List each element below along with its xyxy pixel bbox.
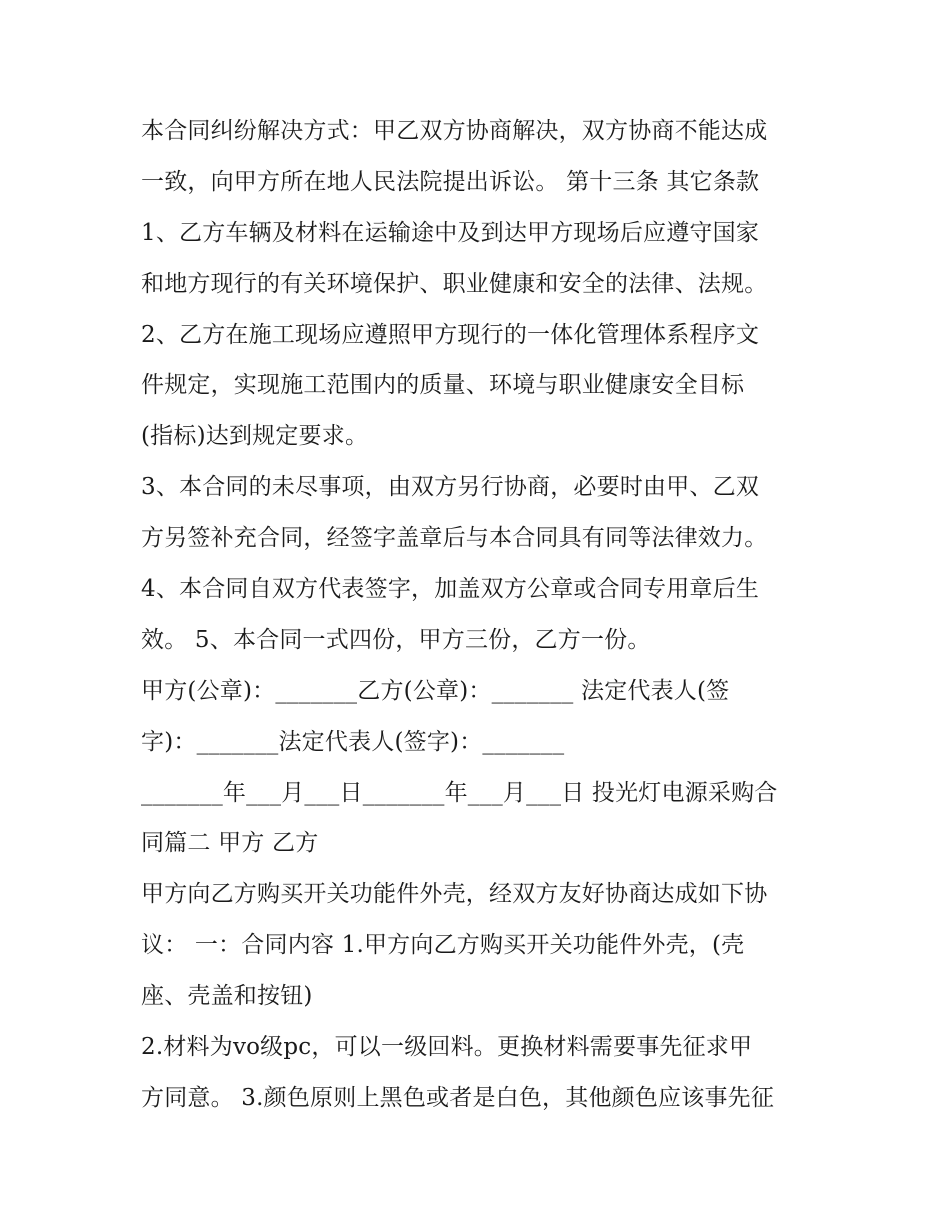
signature-line: 甲方(公章)：_______乙方(公章)：_______ 法定代表人(签 <box>141 677 730 704</box>
text-line: 4、本合同自双方代表签字，加盖双方公章或合同专用章后生 <box>141 576 760 603</box>
text-line: 2、乙方在施工现场应遵照甲方现行的一体化管理体系程序文 <box>141 321 760 348</box>
text-line: 和地方现行的有关环境保护、职业健康和安全的法律、法规。 <box>141 270 768 297</box>
signature-line: 字)：_______法定代表人(签字)：_______ <box>141 728 565 755</box>
text-line: 方同意。 3.颜色原则上黑色或者是白色，其他颜色应该事先征 <box>141 1084 775 1111</box>
section-heading: 同篇二 甲方 乙方 <box>141 830 319 857</box>
text-line: 本合同纠纷解决方式：甲乙双方协商解决，双方协商不能达成 <box>141 118 768 144</box>
text-line: (指标)达到规定要求。 <box>141 423 369 450</box>
text-line: 件规定，实现施工范围内的质量、环境与职业健康安全目标 <box>141 372 745 399</box>
text-line: 座、壳盖和按钮) <box>141 983 313 1010</box>
text-line: 3、本合同的未尽事项，由双方另行协商，必要时由甲、乙双 <box>141 474 760 501</box>
document-body <box>141 106 821 1124</box>
text-line: 一致，向甲方所在地人民法院提出诉讼。 第十三条 其它条款 <box>141 168 760 195</box>
date-line: _______年___月___日_______年___月___日 投光灯电源采购合 <box>141 779 778 806</box>
text-line: 方另签补充合同，经签字盖章后与本合同具有同等法律效力。 <box>141 525 768 552</box>
text-line: 甲方向乙方购买开关功能件外壳，经双方友好协商达成如下协 <box>141 881 768 908</box>
text-line: 1、乙方车辆及材料在运输途中及到达甲方现场后应遵守国家 <box>141 219 760 246</box>
text-line: 议： 一：合同内容 1.甲方向乙方购买开关功能件外壳，(壳 <box>141 932 745 959</box>
text-line: 2.材料为vo级pc，可以一级回料。更换材料需要事先征求甲 <box>141 1034 753 1061</box>
text-line: 效。 5、本合同一式四份，甲方三份，乙方一份。 <box>141 626 651 653</box>
